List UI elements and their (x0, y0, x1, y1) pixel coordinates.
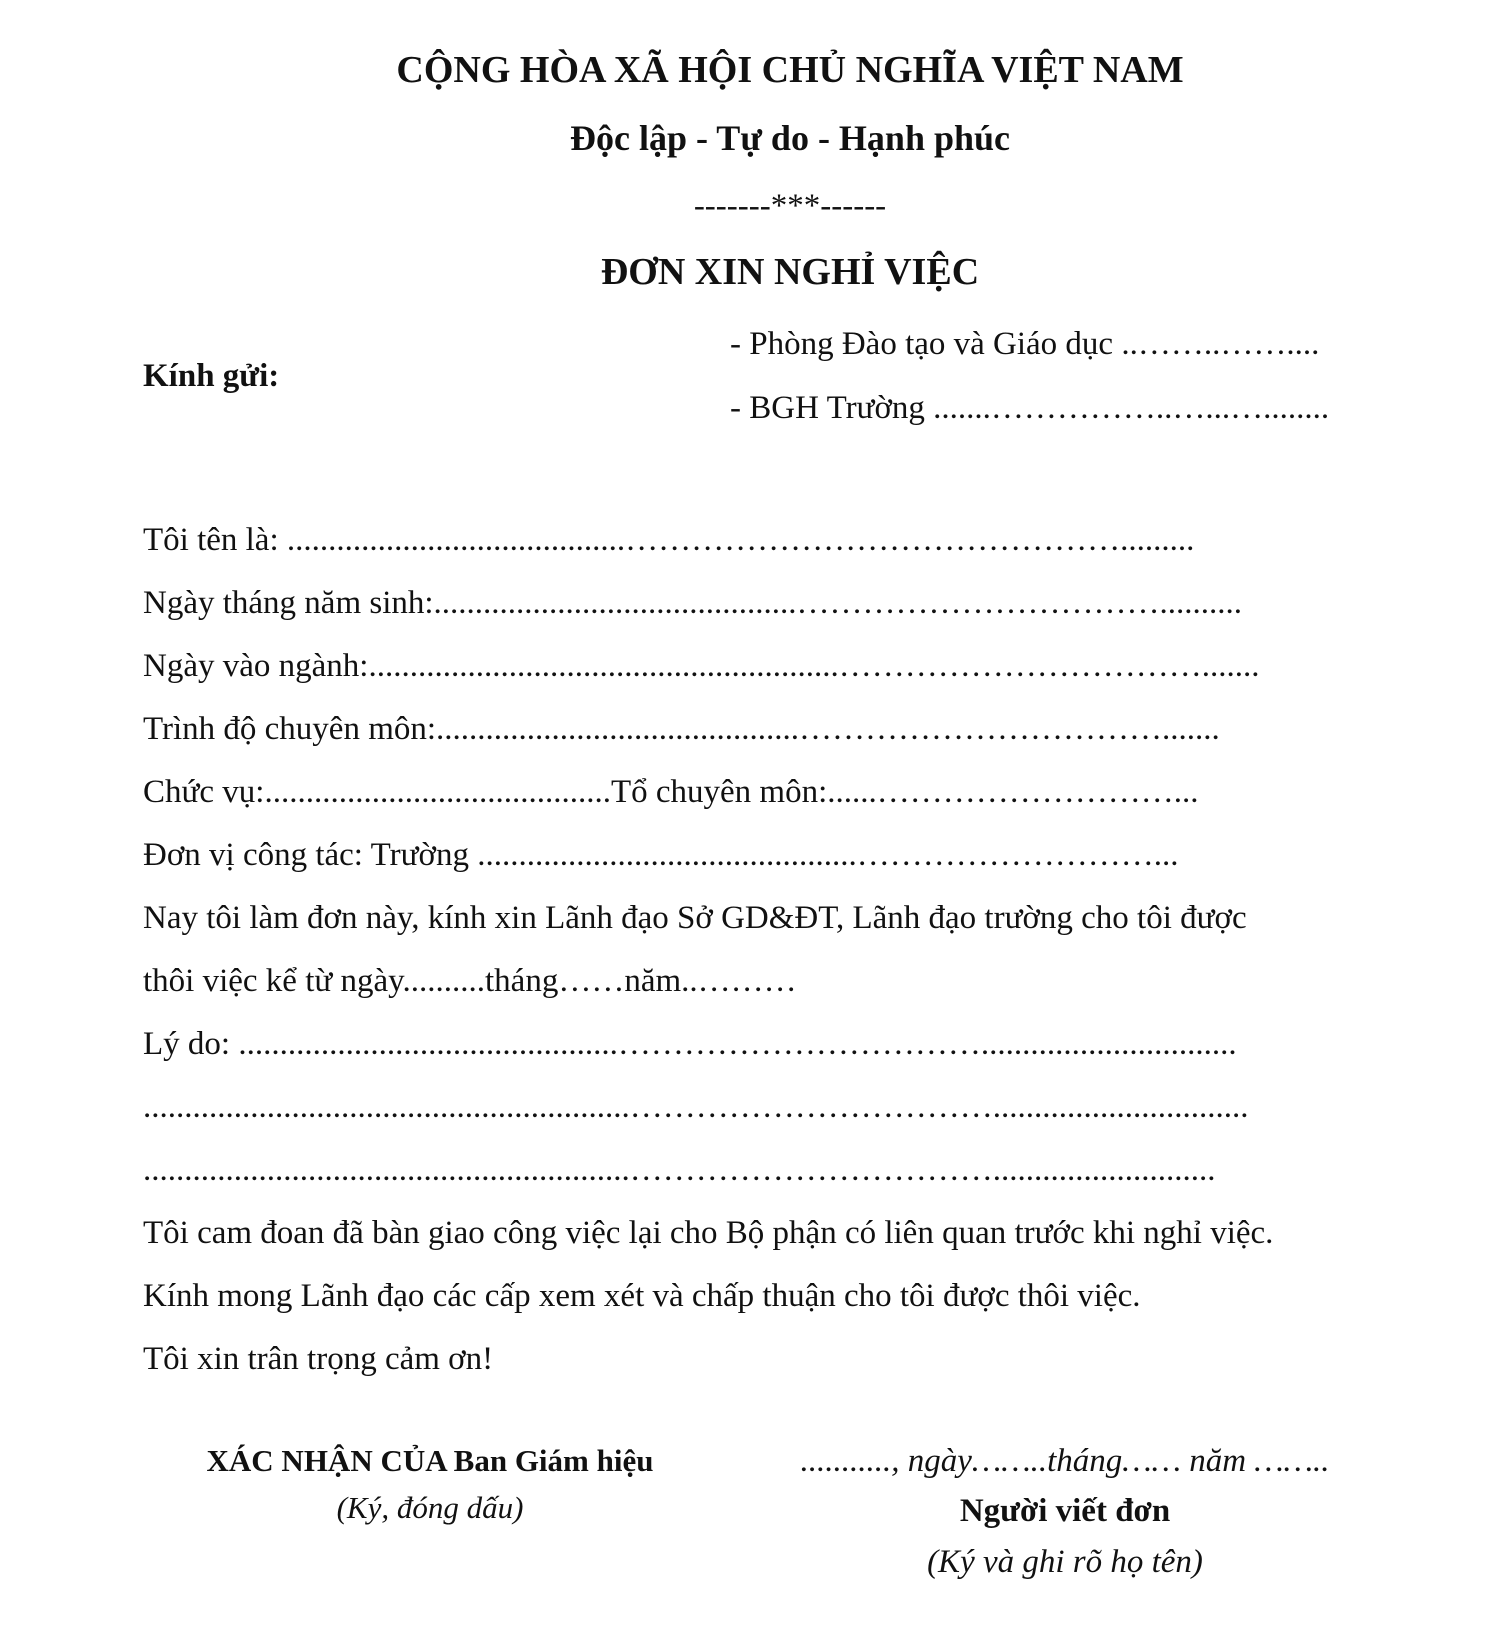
applicant-signature-note: (Ký và ghi rõ họ tên) (927, 1544, 1203, 1580)
field-start-date: Ngày vào ngành:.........................................................……………………………....... (143, 648, 1260, 684)
recipient-school-board: - BGH Trường .......……………..…...…........ (730, 390, 1330, 426)
reason-continuation-1: ...........................................................……………………………............................... (143, 1089, 1249, 1125)
recipient-education-office: - Phòng Đào tạo và Giáo dục ..……..…….... (730, 326, 1320, 362)
request-paragraph-line-2: thôi việc kể từ ngày..........tháng……năm..……… (143, 963, 797, 999)
signing-date-line: ..........., ngày……..tháng…… năm …….. (800, 1443, 1330, 1479)
field-date-of-birth: Ngày tháng năm sinh:............................................…………………………….......... (143, 585, 1243, 621)
national-title: CỘNG HÒA XÃ HỘI CHỦ NGHĨA VIỆT NAM (396, 49, 1184, 91)
salutation-label: Kính gửi: (143, 358, 280, 394)
field-full-name: Tôi tên là: .........................................………………………………………......... (143, 522, 1195, 558)
document-title: ĐƠN XIN NGHỈ VIỆC (600, 251, 980, 293)
thanks-line: Tôi xin trân trọng cảm ơn! (143, 1341, 494, 1377)
board-confirmation-note: (Ký, đóng dấu) (336, 1490, 524, 1525)
approval-request: Kính mong Lãnh đạo các cấp xem xét và chấp thuận cho tôi được thôi việc. (143, 1278, 1141, 1314)
field-position-department: Chức vụ:..........................................Tổ chuyên môn:......………………………... (143, 774, 1199, 810)
board-confirmation-title: XÁC NHẬN CỦA Ban Giám hiệu (206, 1443, 654, 1478)
header-divider: -------***------ (693, 188, 887, 224)
handover-commitment: Tôi cam đoan đã bàn giao công việc lại cho Bộ phận có liên quan trước khi nghỉ việc. (143, 1215, 1274, 1251)
applicant-signature-title: Người viết đơn (959, 1493, 1171, 1529)
field-workplace: Đơn vị công tác: Trường ..............................................………………………... (143, 837, 1179, 873)
reason-continuation-2: ...........................................................……………………………........................... (143, 1152, 1216, 1188)
field-qualification: Trình độ chuyên môn:............................................……………………………....... (143, 711, 1220, 747)
field-reason: Lý do: ..............................................……………………………............................... (143, 1026, 1237, 1062)
request-paragraph-line-1: Nay tôi làm đơn này, kính xin Lãnh đạo Sở GD&ĐT, Lãnh đạo trường cho tôi được (143, 900, 1247, 936)
national-motto: Độc lập - Tự do - Hạnh phúc (569, 118, 1011, 158)
